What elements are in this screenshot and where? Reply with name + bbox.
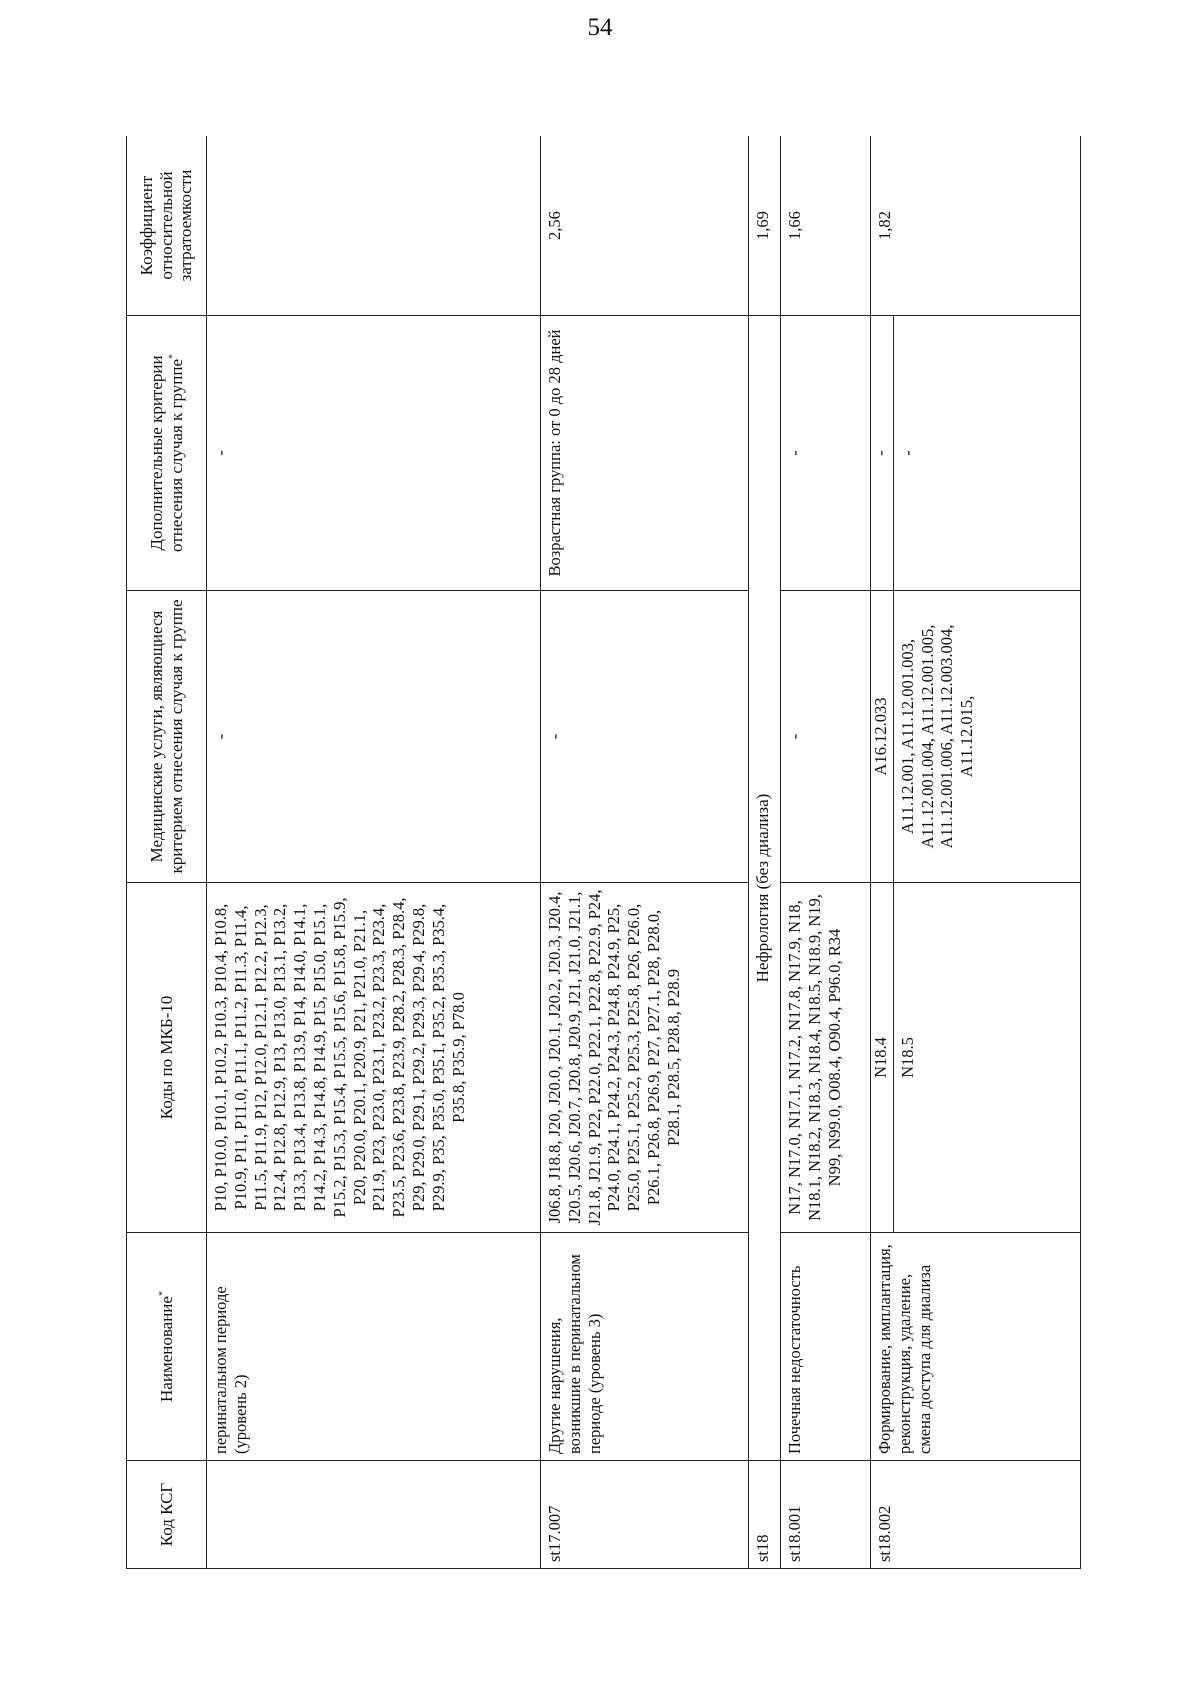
row-coef: [207, 136, 541, 316]
table-frame: [126, 136, 1081, 1569]
row-mkb: J06.8, J18.8, J20, J20.0, J20.1, J20.2, J20.3, J20.4, J20.5, J20.6, J20.7, J20.8, J20.9, J21, J21.0, J21.1, J21.8, J21.9, P22, P22.0, P22.1, P22.8, P22.9, P24, P24.0, P24.1, P24.2, P24.3, P24.8, P24.9, P25, P25.0, P25.1, P25.2, P25.3, P25.8, P26, P26.0, P26.1, P26.8, P26.9, P27, P27.1, P28, P28.0, P28.1, P28.5, P28.8, P28.9: [541, 883, 749, 1233]
ksg-table: [126, 136, 1081, 1569]
row-mkb: P10, P10.0, P10.1, P10.2, P10.3, P10.4, P10.8, P10.9, P11, P11.0, P11.1, P11.2, P11.3, P11.4, P11.5, P11.9, P12, P12.0, P12.1, P12.2, P12.3, P12.4, P12.8, P12.9, P13, P13.0, P13.1, P13.2, P13.3, P13.4, P13.8, P13.9, P14, P14.0, P14.1, P14.2, P14.3, P14.8, P14.9, P15, P15.0, P15.1, P15.2, P15.3, P15.4, P15.5, P15.6, P15.8, P15.9, P20, P20.0, P20.1, P20.9, P21, P21.0, P21.1, P21.9, P23, P23.0, P23.1, P23.2, P23.3, P23.4, P23.5, P23.6, P23.8, P23.9, P28.2, P28.3, P28.4, P29, P29.0, P29.1, P29.2, P29.3, P29.4, P29.8, P29.9, P35, P35.0, P35.1, P35.2, P35.3, P35.4, P35.8, P35.9, P78.0: [207, 883, 541, 1233]
row-coef: 2,56: [541, 136, 749, 316]
row-code: st18.001: [781, 1461, 871, 1569]
section-title: Нефрология (без диализа): [749, 316, 781, 1461]
row-code: [207, 1461, 541, 1569]
row-services: -: [541, 591, 749, 883]
criteria-subtable: [871, 316, 1080, 590]
table-row: [541, 136, 749, 1569]
criteria-sub-2: -: [897, 450, 917, 456]
row-criteria: -: [207, 316, 541, 591]
mkb-sub-1: N18.4: [871, 883, 893, 1232]
row-name: Другие нарушения, возникшие в перинатальном периоде (уровень 3): [541, 1233, 749, 1461]
table-row: [207, 136, 541, 1569]
mkb-sub-2: N18.5: [897, 1037, 917, 1078]
header-row: [127, 136, 207, 1569]
row-name: Почечная недостаточность: [781, 1233, 871, 1461]
section-code: st18: [749, 1461, 781, 1569]
rotated-table-container: [126, 136, 1081, 1569]
row-criteria: -: [781, 316, 871, 591]
row-name: перинатальном периоде (уровень 2): [207, 1233, 541, 1461]
row-mkb: N17, N17.0, N17.1, N17.2, N17.8, N17.9, N18, N18.1, N18.2, N18.3, N18.4, N18.5, N18.9, N19, N99, N99.0, O08.4, O90.4, P96.0, R34: [781, 883, 871, 1233]
row-services: -: [207, 591, 541, 883]
row-mkb-split: [871, 883, 1081, 1233]
row-coef: 1,66: [781, 136, 871, 316]
header-criteria: Дополнительные критерии отнесения случая к группе*: [127, 316, 207, 591]
row-code: st17.007: [541, 1461, 749, 1569]
row-services: -: [781, 591, 871, 883]
header-mkb: Коды по МКБ-10: [127, 883, 207, 1233]
services-sub-1: A16.12.033: [871, 591, 893, 882]
header-name: Наименование*: [127, 1233, 207, 1461]
services-subtable: [871, 591, 1080, 882]
row-code: st18.002: [871, 1461, 1081, 1569]
row-criteria: Возрастная группа: от 0 до 28 дней: [541, 316, 749, 591]
row-coef: 1,82: [871, 136, 1081, 316]
section-coef: 1,69: [749, 136, 781, 316]
table-row: [781, 136, 871, 1569]
criteria-sub-1: -: [871, 316, 893, 590]
table-row: [871, 136, 1081, 1569]
header-code: Код КСГ: [127, 1461, 207, 1569]
row-name: Формирование, имплантация, реконструкция, удаление, смена доступа для диализа: [871, 1233, 1081, 1461]
row-criteria-split: [871, 316, 1081, 591]
page-number: 54: [587, 14, 613, 41]
section-row: [749, 136, 781, 1569]
services-sub-2: A11.12.001, A11.12.001.003, A11.12.001.004, A11.12.001.005, A11.12.001.006, A11.12.003.004, A11.12.015,: [897, 624, 977, 849]
header-coef: Коэффициент относительной затратоемкости: [127, 136, 207, 316]
row-services-split: [871, 591, 1081, 883]
header-services: Медицинские услуги, являющиеся критерием отнесения случая к группе: [127, 591, 207, 883]
mkb-subtable: [871, 883, 1080, 1232]
